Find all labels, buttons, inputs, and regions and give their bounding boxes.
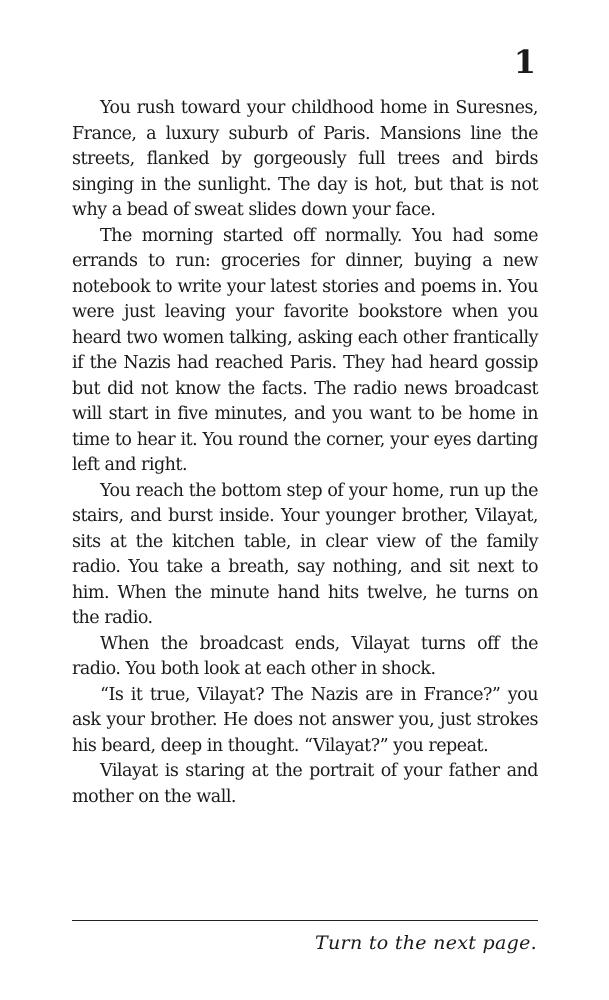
next-page-instruction: Turn to the next page. [315, 932, 537, 954]
page-number: 1 [513, 43, 536, 81]
paragraph: Vilayat is staring at the portrait of your father and mother on the wall. [72, 761, 538, 807]
paragraph: You reach the bottom step of your home, run up the stairs, and burst inside. Your younger brother, Vilayat, sits at the kitchen table, in clear view of the family radio. You take a breath, say nothing, and sit next to him. When the minute hand hits twelve, he turns on the radio. [72, 480, 538, 628]
story-text [72, 96, 538, 810]
paragraph: The morning started off normally. You had some errands to run: groceries for dinner, buying a new notebook to write your latest stories and poems in. You were just leaving your favorite bookstore when you heard two women talking, asking each other frantically if the Nazis had reached Paris. They had heard gossip but did not know the facts. The radio news broadcast will start in five minutes, and you want to be home in time to hear it. You round the corner, your eyes darting left and right. [72, 225, 538, 475]
paragraph: When the broadcast ends, Vilayat turns off the radio. You both look at each other in shock. [72, 633, 538, 679]
paragraph: You rush toward your childhood home in Suresnes, France, a luxury suburb of Paris. Mansions line the streets, flanked by gorgeously full trees and birds singing in the sunlight. The day is hot, but that is not why a bead of sweat slides down your face. [72, 98, 538, 220]
paragraph: “Is it true, Vilayat? The Nazis are in France?” you ask your brother. He does not answer you, just strokes his beard, deep in thought. “Vilayat?” you repeat. [72, 684, 538, 756]
footer-divider [72, 920, 538, 921]
